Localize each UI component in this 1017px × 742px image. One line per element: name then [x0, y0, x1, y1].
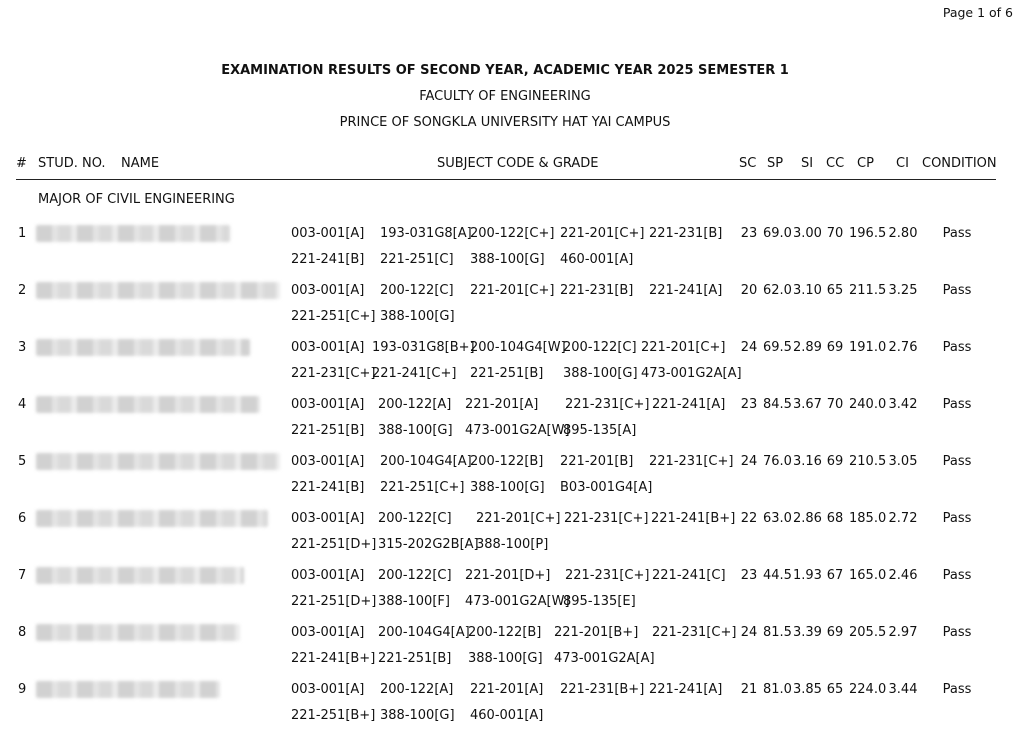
stat-sp: 63.0 [763, 511, 792, 526]
stat-si: 3.00 [793, 226, 822, 241]
subject-grade: 388-100[G] [563, 366, 638, 381]
redacted-student-name [36, 453, 280, 470]
col-header-subjects: SUBJECT CODE & GRADE [437, 156, 599, 171]
subject-grade: 221-231[C+] [291, 366, 376, 381]
subject-grade: 221-241[A] [649, 682, 723, 697]
subject-grade: 388-100[P] [476, 537, 549, 552]
redacted-student-name [36, 624, 240, 641]
subject-grade: 221-231[C+] [564, 511, 649, 526]
stat-ci: 3.44 [888, 682, 918, 697]
stat-cp: 224.0 [849, 682, 887, 697]
header-divider [16, 179, 996, 180]
subject-grade: 200-122[C] [378, 511, 452, 526]
stat-sc: 23 [740, 397, 758, 412]
subject-grade: 473-001G2A[W] [465, 423, 570, 438]
condition-status: Pass [942, 682, 972, 697]
faculty-name: FACULTY OF ENGINEERING [419, 89, 591, 104]
subject-grade: 221-241[C+] [372, 366, 457, 381]
stat-ci: 2.72 [888, 511, 918, 526]
redacted-student-name [36, 567, 244, 584]
stat-cc: 70 [826, 397, 844, 412]
subject-grade: 473-001G2A[A] [641, 366, 742, 381]
stat-cc: 69 [826, 340, 844, 355]
redacted-student-name [36, 510, 268, 527]
subject-grade: 221-251[D+] [291, 537, 377, 552]
stat-cc: 70 [826, 226, 844, 241]
subject-grade: 221-241[B] [291, 480, 365, 495]
subject-grade: 388-100[G] [380, 708, 455, 723]
subject-grade: 388-100[G] [468, 651, 543, 666]
stat-cc: 68 [826, 511, 844, 526]
stat-si: 3.67 [793, 397, 822, 412]
subject-grade: 221-241[B+] [651, 511, 736, 526]
subject-grade: 200-122[A] [380, 682, 454, 697]
subject-grade: 003-001[A] [291, 226, 365, 241]
subject-grade: 221-231[B+] [560, 682, 645, 697]
row-number: 5 [18, 454, 27, 469]
stat-cp: 165.0 [849, 568, 887, 583]
stat-cp: 210.5 [849, 454, 887, 469]
col-header-cc: CC [826, 156, 845, 171]
subject-grade: 221-231[C+] [565, 397, 650, 412]
row-number: 8 [18, 625, 27, 640]
row-number: 7 [18, 568, 27, 583]
subject-grade: 003-001[A] [291, 511, 365, 526]
stat-si: 2.86 [793, 511, 822, 526]
col-header-sc: SC [739, 156, 757, 171]
redacted-student-name [36, 225, 230, 242]
row-number: 9 [18, 682, 27, 697]
subject-grade: 221-231[C+] [652, 625, 737, 640]
col-header-stud-no: STUD. NO. [38, 156, 106, 171]
stat-ci: 3.05 [888, 454, 918, 469]
condition-status: Pass [942, 454, 972, 469]
subject-grade: 200-122[A] [378, 397, 452, 412]
stat-ci: 3.25 [888, 283, 918, 298]
condition-status: Pass [942, 340, 972, 355]
condition-status: Pass [942, 283, 972, 298]
subject-grade: 200-104G4[A] [380, 454, 472, 469]
condition-status: Pass [942, 511, 972, 526]
col-header-sp: SP [767, 156, 784, 171]
subject-grade: 221-251[B] [291, 423, 365, 438]
col-header-num: # [16, 156, 27, 171]
subject-grade: 003-001[A] [291, 682, 365, 697]
subject-grade: 221-251[B+] [291, 708, 376, 723]
row-number: 6 [18, 511, 27, 526]
stat-sc: 20 [740, 283, 758, 298]
row-number: 4 [18, 397, 27, 412]
subject-grade: 003-001[A] [291, 568, 365, 583]
stat-si: 3.39 [793, 625, 822, 640]
subject-grade: 221-201[B+] [554, 625, 639, 640]
stat-cp: 191.0 [849, 340, 887, 355]
col-header-si: SI [801, 156, 814, 171]
stat-si: 3.10 [793, 283, 822, 298]
subject-grade: 200-122[C] [378, 568, 452, 583]
subject-grade: 221-201[C+] [641, 340, 726, 355]
stat-cc: 65 [826, 682, 844, 697]
subject-grade: 200-104G4[W] [470, 340, 566, 355]
subject-grade: 003-001[A] [291, 340, 365, 355]
subject-grade: 193-031G8[A] [380, 226, 472, 241]
stat-cp: 196.5 [849, 226, 887, 241]
stat-sc: 23 [740, 568, 758, 583]
stat-cp: 185.0 [849, 511, 887, 526]
stat-cp: 211.5 [849, 283, 887, 298]
stat-sp: 69.5 [763, 340, 792, 355]
subject-grade: 388-100[G] [380, 309, 455, 324]
stat-sp: 69.0 [763, 226, 792, 241]
stat-sp: 81.0 [763, 682, 792, 697]
redacted-student-name [36, 282, 280, 299]
subject-grade: 221-241[A] [649, 283, 723, 298]
subject-grade: 221-201[A] [465, 397, 539, 412]
condition-status: Pass [942, 397, 972, 412]
stat-si: 2.89 [793, 340, 822, 355]
subject-grade: 193-031G8[B+] [372, 340, 475, 355]
row-number: 3 [18, 340, 27, 355]
stat-cc: 65 [826, 283, 844, 298]
subject-grade: 221-231[B] [560, 283, 634, 298]
university-name: PRINCE OF SONGKLA UNIVERSITY HAT YAI CAMPUS [339, 115, 671, 130]
subject-grade: 221-251[D+] [291, 594, 377, 609]
redacted-student-name [36, 339, 250, 356]
subject-grade: 388-100[G] [470, 252, 545, 267]
subject-grade: 221-241[C] [652, 568, 726, 583]
subject-grade: 221-251[B] [470, 366, 544, 381]
row-number: 1 [18, 226, 27, 241]
subject-grade: 221-241[B+] [291, 651, 376, 666]
stat-ci: 2.76 [888, 340, 918, 355]
subject-grade: 221-201[B] [560, 454, 634, 469]
stat-sc: 22 [740, 511, 758, 526]
stat-sp: 84.5 [763, 397, 792, 412]
subject-grade: 221-201[C+] [560, 226, 645, 241]
condition-status: Pass [942, 568, 972, 583]
stat-sp: 81.5 [763, 625, 792, 640]
subject-grade: 221-251[C+] [291, 309, 376, 324]
subject-grade: 221-231[C+] [649, 454, 734, 469]
subject-grade: 003-001[A] [291, 283, 365, 298]
subject-grade: 003-001[A] [291, 454, 365, 469]
subject-grade: 221-201[C+] [476, 511, 561, 526]
report-title: EXAMINATION RESULTS OF SECOND YEAR, ACADEMIC YEAR 2025 SEMESTER 1 [221, 63, 789, 78]
stat-sp: 62.0 [763, 283, 792, 298]
subject-grade: 221-241[A] [652, 397, 726, 412]
stat-sp: 44.5 [763, 568, 792, 583]
subject-grade: 200-122[C+] [470, 226, 555, 241]
subject-grade: 221-231[B] [649, 226, 723, 241]
stat-cc: 69 [826, 454, 844, 469]
page-indicator: Page 1 of 6 [942, 5, 1013, 20]
stat-si: 3.85 [793, 682, 822, 697]
stat-si: 1.93 [793, 568, 822, 583]
stat-cc: 67 [826, 568, 844, 583]
stat-ci: 2.97 [888, 625, 918, 640]
stat-sc: 24 [740, 454, 758, 469]
subject-grade: 200-122[C] [563, 340, 637, 355]
stat-sp: 76.0 [763, 454, 792, 469]
major-heading: MAJOR OF CIVIL ENGINEERING [38, 192, 235, 207]
subject-grade: 200-122[B] [470, 454, 544, 469]
condition-status: Pass [942, 625, 972, 640]
subject-grade: 003-001[A] [291, 625, 365, 640]
subject-grade: 221-201[A] [470, 682, 544, 697]
stat-sc: 24 [740, 625, 758, 640]
subject-grade: B03-001G4[A] [560, 480, 653, 495]
stat-sc: 24 [740, 340, 758, 355]
subject-grade: 388-100[F] [378, 594, 450, 609]
subject-grade: 200-104G4[A] [378, 625, 470, 640]
subject-grade: 200-122[B] [468, 625, 542, 640]
subject-grade: 221-201[D+] [465, 568, 551, 583]
redacted-student-name [36, 396, 260, 413]
subject-grade: 221-251[C] [380, 252, 454, 267]
stat-cc: 69 [826, 625, 844, 640]
subject-grade: 473-001G2A[W] [465, 594, 570, 609]
subject-grade: 221-241[B] [291, 252, 365, 267]
stat-ci: 3.42 [888, 397, 918, 412]
stat-si: 3.16 [793, 454, 822, 469]
stat-cp: 240.0 [849, 397, 887, 412]
subject-grade: 221-251[B] [378, 651, 452, 666]
subject-grade: 895-135[A] [563, 423, 637, 438]
subject-grade: 388-100[G] [378, 423, 453, 438]
stat-ci: 2.80 [888, 226, 918, 241]
subject-grade: 315-202G2B[A] [378, 537, 479, 552]
condition-status: Pass [942, 226, 972, 241]
subject-grade: 895-135[E] [563, 594, 636, 609]
subject-grade: 003-001[A] [291, 397, 365, 412]
subject-grade: 221-201[C+] [470, 283, 555, 298]
subject-grade: 388-100[G] [470, 480, 545, 495]
redacted-student-name [36, 681, 220, 698]
col-header-ci: CI [896, 156, 909, 171]
subject-grade: 460-001[A] [470, 708, 544, 723]
subject-grade: 473-001G2A[A] [554, 651, 655, 666]
col-header-cp: CP [857, 156, 874, 171]
col-header-condition: CONDITION [922, 156, 997, 171]
subject-grade: 221-251[C+] [380, 480, 465, 495]
stat-ci: 2.46 [888, 568, 918, 583]
row-number: 2 [18, 283, 27, 298]
subject-grade: 200-122[C] [380, 283, 454, 298]
subject-grade: 221-231[C+] [565, 568, 650, 583]
stat-cp: 205.5 [849, 625, 887, 640]
stat-sc: 21 [740, 682, 758, 697]
stat-sc: 23 [740, 226, 758, 241]
subject-grade: 460-001[A] [560, 252, 634, 267]
col-header-name: NAME [121, 156, 160, 171]
